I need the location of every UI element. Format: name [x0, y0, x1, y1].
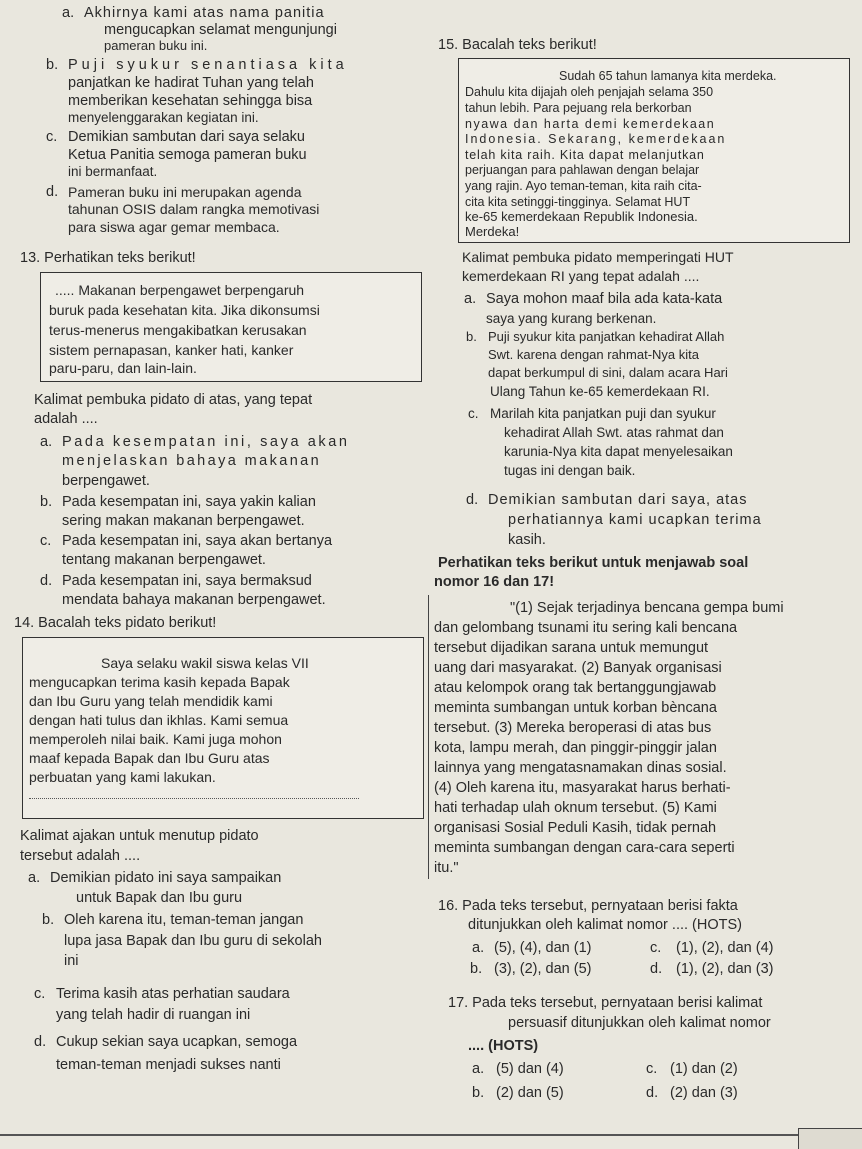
box-line: nyawa dan harta demi kemerdekaan — [465, 117, 716, 131]
option-text: memberikan kesehatan sehingga bisa — [68, 93, 313, 109]
option-text: sering makan makanan berpengawet. — [62, 513, 305, 529]
box-line: dengan hati tulus dan ikhlas. Kami semua — [29, 712, 289, 728]
passage-line: hati terhadap ulah oknum tersebut. (5) Kami — [434, 800, 717, 816]
box-line: terus-menerus mengakibatkan kerusakan — [49, 322, 307, 338]
passage-line: organisasi Sosial Peduli Kasih, tidak pernah — [434, 820, 717, 836]
option-text[interactable]: (2) dan (5) — [496, 1085, 564, 1101]
option-letter: b. — [46, 57, 59, 73]
option-letter[interactable]: d. — [646, 1085, 659, 1101]
option-letter: d. — [40, 573, 53, 589]
option-text: pameran buku ini. — [104, 38, 208, 53]
option-text: ini — [64, 953, 79, 969]
option-letter: a. — [40, 434, 53, 450]
option-text: Oleh karena itu, teman-teman jangan — [64, 912, 304, 928]
passage-border — [428, 595, 429, 879]
q13-box — [40, 272, 422, 382]
option-letter: d. — [46, 184, 59, 200]
q13-question: Kalimat pembuka pidato di atas, yang tepat — [34, 392, 313, 408]
passage-line: tersebut dijadikan sarana untuk memungut — [434, 640, 709, 656]
q13-question: adalah .... — [34, 411, 98, 427]
box-line: yang rajin. Ayo teman-teman, kita raih cita- — [465, 179, 702, 193]
box-line: buruk pada kesehatan kita. Jika dikonsumsi — [49, 302, 320, 318]
q14-question: Kalimat ajakan untuk menutup pidato — [20, 828, 259, 844]
box-line: ..... Makanan berpengawet berpengaruh — [55, 282, 305, 298]
q16-question: ditunjukkan oleh kalimat nomor .... (HOTS) — [468, 917, 742, 933]
option-text[interactable]: (5), (4), dan (1) — [494, 940, 592, 956]
box-line: ke-65 kemerdekaan Republik Indonesia. — [465, 209, 698, 224]
passage-title: nomor 16 dan 17! — [434, 574, 555, 590]
option-letter: b. — [42, 912, 55, 928]
box-line: Dahulu kita dijajah oleh penjajah selama 350 — [465, 85, 714, 99]
option-text: tentang makanan berpengawet. — [62, 552, 266, 568]
option-text: Marilah kita panjatkan puji dan syukur — [490, 406, 716, 421]
box-line: cita kita setinggi-tingginya. Selamat HUT — [465, 195, 691, 209]
box-line: perbuatan yang kami lakukan. — [29, 769, 216, 785]
option-letter: c. — [40, 533, 52, 549]
option-text: yang telah hadir di ruangan ini — [56, 1007, 251, 1023]
passage-line: meminta sumbangan untuk korban bèncana — [434, 700, 717, 716]
q14-title: 14. Bacalah teks pidato berikut! — [14, 615, 217, 631]
option-text: lupa jasa Bapak dan Ibu guru di sekolah — [64, 933, 322, 949]
passage-line: dan gelombang tsunami itu sering kali bencana — [434, 620, 738, 636]
box-line: perjuangan para pahlawan dengan belajar — [465, 163, 700, 177]
option-text: perhatiannya kami ucapkan terima — [508, 512, 762, 528]
page-tab — [798, 1128, 862, 1149]
option-text: menjelaskan bahaya makanan — [62, 453, 322, 469]
option-text: tugas ini dengan baik. — [504, 463, 636, 478]
option-letter: b. — [40, 494, 53, 510]
box-line: maaf kepada Bapak dan Ibu Guru atas — [29, 750, 270, 766]
option-text: berpengawet. — [62, 473, 150, 489]
option-text: Saya mohon maaf bila ada kata-kata — [486, 291, 723, 307]
box-line: tahun lebih. Para pejuang rela berkorban — [465, 101, 692, 115]
option-text: teman-teman menjadi sukses nanti — [56, 1057, 281, 1073]
option-text: Pada kesempatan ini, saya bermaksud — [62, 573, 312, 589]
option-text: saya yang kurang berkenan. — [486, 311, 657, 326]
box-line: paru-paru, dan lain-lain. — [49, 360, 197, 376]
option-text: Akhirnya kami atas nama panitia — [84, 5, 325, 21]
q15-question: kemerdekaan RI yang tepat adalah .... — [462, 268, 700, 284]
passage-title: Perhatikan teks berikut untuk menjawab soal — [438, 555, 749, 571]
passage-line: uang dari masyarakat. (2) Banyak organisasi — [434, 660, 722, 676]
option-text[interactable]: (1) dan (2) — [670, 1061, 738, 1077]
option-letter: a. — [62, 5, 75, 21]
option-text: Puji syukur kita panjatkan kehadirat Allah — [488, 329, 725, 344]
q17-question: .... (HOTS) — [468, 1038, 539, 1054]
option-text: mendata bahaya makanan berpengawet. — [62, 592, 326, 608]
q14-box — [22, 637, 424, 819]
option-text: dapat berkumpul di sini, dalam acara Hari — [488, 365, 728, 380]
option-text: ini bermanfaat. — [68, 164, 158, 179]
option-text: Puji syukur senantiasa kita — [68, 57, 348, 73]
option-text: Swt. karena dengan rahmat-Nya kita — [488, 347, 699, 362]
option-letter[interactable]: a. — [472, 940, 485, 956]
box-line: Indonesia. Sekarang, kemerdekaan — [465, 132, 727, 146]
option-text: para siswa agar gemar membaca. — [68, 219, 280, 235]
passage-line: itu." — [434, 860, 459, 876]
option-text: untuk Bapak dan Ibu guru — [76, 890, 243, 906]
box-line: memperoleh nilai baik. Kami juga mohon — [29, 731, 282, 747]
option-letter[interactable]: a. — [472, 1061, 485, 1077]
passage-line: lainnya yang mengatasnamakan dinas sosial. — [434, 760, 727, 776]
q15-question: Kalimat pembuka pidato memperingati HUT — [462, 249, 734, 265]
option-text[interactable]: (1), (2), dan (3) — [676, 961, 774, 977]
option-text: Demikian sambutan dari saya, atas — [488, 492, 748, 508]
q15-box — [458, 58, 850, 243]
option-letter: c. — [34, 986, 46, 1002]
box-line: Merdeka! — [465, 224, 520, 239]
option-text: Ketua Panitia semoga pameran buku — [68, 147, 307, 163]
passage-line: tersebut. (3) Mereka beroperasi di atas bus — [434, 720, 712, 736]
box-line: mengucapkan terima kasih kepada Bapak — [29, 674, 290, 690]
option-text: menyelenggarakan kegiatan ini. — [68, 110, 259, 125]
option-letter: a. — [464, 291, 477, 307]
passage-line: "(1) Sejak terjadinya bencana gempa bumi — [510, 600, 784, 616]
option-letter: d. — [466, 492, 479, 508]
option-text: Demikian pidato ini saya sampaikan — [50, 870, 282, 886]
option-text: Cukup sekian saya ucapkan, semoga — [56, 1034, 298, 1050]
option-letter[interactable]: b. — [472, 1085, 485, 1101]
passage-line: meminta sumbangan dengan cara-cara seperti — [434, 840, 735, 856]
option-text: kasih. — [508, 532, 546, 548]
q14-question: tersebut adalah .... — [20, 848, 141, 864]
box-line: dan Ibu Guru yang telah mendidik kami — [29, 693, 273, 709]
box-line: Sudah 65 tahun lamanya kita merdeka. — [559, 69, 777, 83]
box-line: telah kita raih. Kita dapat melanjutkan — [465, 148, 705, 162]
option-text: Ulang Tahun ke-65 kemerdekaan RI. — [490, 384, 710, 399]
q17-question: 17. Pada teks tersebut, pernyataan berisi kalimat — [448, 995, 763, 1011]
box-line: Saya selaku wakil siswa kelas VII — [101, 655, 309, 671]
option-text: Demikian sambutan dari saya selaku — [68, 129, 305, 145]
passage-line: atau kelompok orang tak bertanggungjawab — [434, 680, 717, 696]
option-text: kehadirat Allah Swt. atas rahmat dan — [504, 425, 724, 440]
option-letter[interactable]: b. — [470, 961, 483, 977]
option-text[interactable]: (2) dan (3) — [670, 1085, 738, 1101]
option-letter: b. — [466, 329, 477, 344]
option-text: karunia-Nya kita dapat menyelesaikan — [504, 444, 733, 459]
q15-title: 15. Bacalah teks berikut! — [438, 37, 597, 53]
option-letter[interactable]: c. — [650, 940, 662, 956]
option-text: Pameran buku ini merupakan agenda — [68, 184, 302, 200]
option-letter[interactable]: d. — [650, 961, 663, 977]
option-text[interactable]: (5) dan (4) — [496, 1061, 564, 1077]
option-letter: d. — [34, 1034, 47, 1050]
option-letter: a. — [28, 870, 41, 886]
passage-line: kota, lampu merah, dan pinggir-pinggir jalan — [434, 740, 717, 756]
option-text: tahunan OSIS dalam rangka memotivasi — [68, 201, 320, 217]
passage-line: (4) Oleh karena itu, masyarakat harus berhati- — [434, 780, 731, 796]
option-text: Pada kesempatan ini, saya yakin kalian — [62, 494, 316, 510]
option-letter: c. — [468, 406, 479, 421]
option-text: panjatkan ke hadirat Tuhan yang telah — [68, 75, 314, 91]
bottom-rule — [0, 1134, 862, 1136]
q16-question: 16. Pada teks tersebut, pernyataan berisi fakta — [438, 898, 738, 914]
option-text: Pada kesempatan ini, saya akan bertanya — [62, 533, 333, 549]
option-text: Pada kesempatan ini, saya akan — [62, 434, 350, 450]
option-text: Terima kasih atas perhatian saudara — [56, 986, 290, 1002]
q13-title: 13. Perhatikan teks berikut! — [20, 250, 196, 266]
q17-question: persuasif ditunjukkan oleh kalimat nomor — [508, 1015, 771, 1031]
dotted-line — [29, 798, 359, 799]
box-line: sistem pernapasan, kanker hati, kanker — [49, 342, 294, 358]
option-letter: c. — [46, 129, 58, 145]
option-letter[interactable]: c. — [646, 1061, 658, 1077]
option-text[interactable]: (1), (2), dan (4) — [676, 940, 774, 956]
option-text: mengucapkan selamat mengunjungi — [104, 22, 337, 38]
option-text[interactable]: (3), (2), dan (5) — [494, 961, 592, 977]
